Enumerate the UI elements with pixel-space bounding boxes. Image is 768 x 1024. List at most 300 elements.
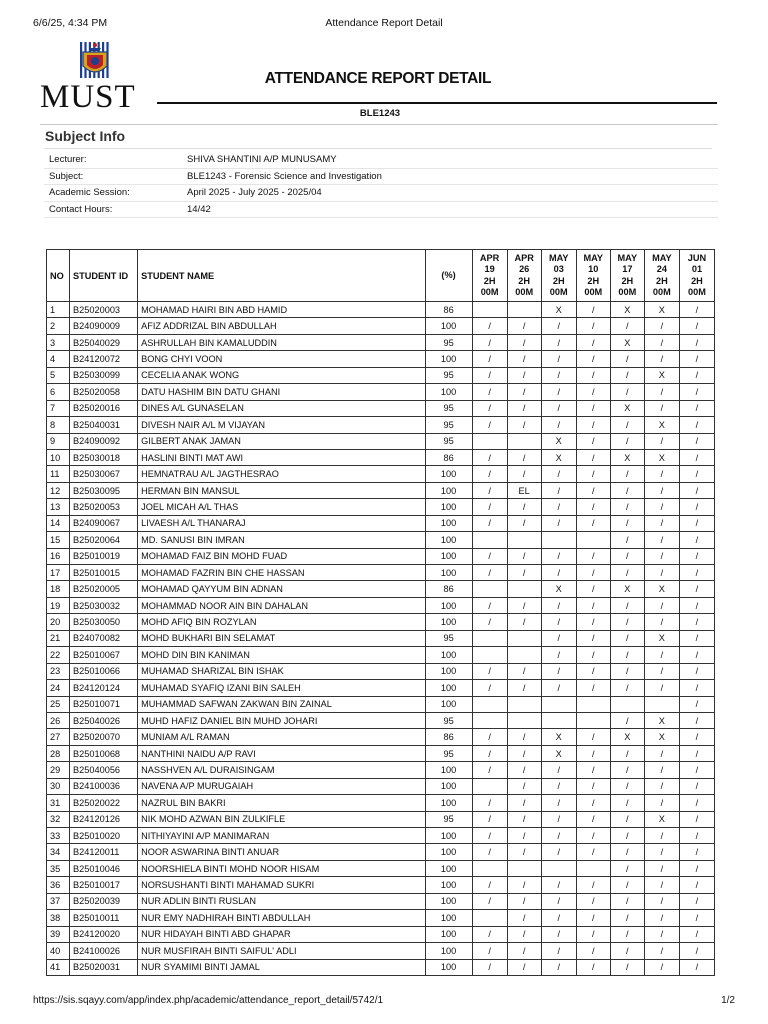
cell-attendance: /	[576, 334, 610, 350]
table-row	[47, 417, 715, 433]
cell-attendance	[507, 712, 541, 728]
cell-attendance: /	[610, 959, 644, 975]
cell-attendance: X	[644, 712, 679, 728]
session-month: MAY	[617, 252, 638, 263]
cell-attendance	[541, 860, 576, 876]
cell-attendance: /	[472, 466, 507, 482]
cell-percent: 100	[425, 860, 472, 876]
cell-attendance: /	[644, 860, 679, 876]
cell-attendance: /	[541, 959, 576, 975]
cell-attendance: /	[679, 910, 714, 926]
cell-attendance: /	[610, 597, 644, 613]
cell-student-name: NUR SYAMIMI BINTI JAMAL	[138, 959, 425, 975]
session-day: 26	[519, 264, 530, 274]
cell-no: 15	[47, 532, 70, 548]
table-row	[47, 482, 715, 498]
cell-attendance: /	[541, 482, 576, 498]
cell-attendance: /	[541, 417, 576, 433]
cell-attendance: /	[472, 844, 507, 860]
cell-attendance: /	[679, 515, 714, 531]
page-number: 1/2	[721, 995, 735, 1006]
cell-attendance: /	[679, 400, 714, 416]
cell-attendance: /	[472, 926, 507, 942]
cell-student-name: NUR MUSFIRAH BINTI SAIFUL' ADLI	[138, 943, 425, 959]
cell-student-id: B24090067	[70, 515, 138, 531]
cell-student-name: JOEL MICAH A/L THAS	[138, 499, 425, 515]
subject-code: BLE1243	[359, 108, 401, 119]
cell-attendance: X	[644, 367, 679, 383]
table-row	[47, 367, 715, 383]
table-row	[47, 630, 715, 646]
session-hours: 2H	[655, 275, 668, 286]
cell-attendance	[472, 712, 507, 728]
cell-attendance	[472, 630, 507, 646]
cell-student-id: B25010067	[70, 647, 138, 663]
cell-attendance: /	[507, 565, 541, 581]
cell-attendance: /	[541, 515, 576, 531]
cell-student-name: ASHRULLAH BIN KAMALUDDIN	[138, 334, 425, 350]
table-row	[47, 943, 715, 959]
cell-attendance	[507, 647, 541, 663]
cell-student-name: MUHAMAD SYAFIQ IZANI BIN SALEH	[138, 680, 425, 696]
cell-student-id: B25010017	[70, 877, 138, 893]
cell-attendance: /	[679, 712, 714, 728]
cell-student-id: B25020031	[70, 959, 138, 975]
table-row	[47, 548, 715, 564]
cell-attendance: /	[541, 762, 576, 778]
cell-attendance: /	[472, 614, 507, 630]
cell-attendance: /	[576, 745, 610, 761]
crest-icon	[77, 38, 113, 82]
cell-student-name: MOHAMAD HAIRI BIN ABD HAMID	[138, 302, 425, 318]
cell-percent: 100	[425, 844, 472, 860]
cell-student-name: MUHAMMAD SAFWAN ZAKWAN BIN ZAINAL	[138, 696, 425, 712]
cell-student-name: DINES A/L GUNASELAN	[138, 400, 425, 416]
cell-student-id: B24120126	[70, 811, 138, 827]
cell-percent: 95	[425, 811, 472, 827]
cell-attendance: /	[541, 318, 576, 334]
subject-info-row	[44, 152, 718, 168]
cell-percent: 100	[425, 351, 472, 367]
session-mins: 00M	[515, 287, 534, 297]
cell-attendance: /	[610, 745, 644, 761]
cell-attendance: /	[610, 515, 644, 531]
print-header	[33, 17, 735, 31]
cell-attendance: /	[610, 548, 644, 564]
cell-student-name: NAZRUL BIN BAKRI	[138, 795, 425, 811]
cell-attendance: /	[576, 959, 610, 975]
cell-no: 34	[47, 844, 70, 860]
info-label: Subject:	[44, 168, 182, 185]
cell-student-id: B25020016	[70, 400, 138, 416]
cell-no: 39	[47, 926, 70, 942]
cell-attendance: /	[507, 745, 541, 761]
cell-attendance	[507, 696, 541, 712]
table-row	[47, 318, 715, 334]
cell-attendance: /	[644, 910, 679, 926]
cell-attendance: /	[472, 877, 507, 893]
cell-attendance: /	[679, 581, 714, 597]
cell-attendance: /	[610, 318, 644, 334]
cell-student-id: B25030018	[70, 449, 138, 465]
subject-info-row	[44, 168, 718, 185]
cell-student-id: B24120124	[70, 680, 138, 696]
university-logo	[40, 38, 150, 116]
cell-attendance: /	[679, 663, 714, 679]
cell-attendance: /	[679, 351, 714, 367]
cell-attendance: X	[541, 302, 576, 318]
cell-attendance: /	[576, 367, 610, 383]
cell-student-id: B25040031	[70, 417, 138, 433]
cell-no: 10	[47, 449, 70, 465]
cell-attendance	[541, 532, 576, 548]
cell-attendance: /	[644, 351, 679, 367]
cell-attendance: /	[610, 943, 644, 959]
cell-attendance	[472, 860, 507, 876]
cell-attendance: /	[610, 860, 644, 876]
cell-attendance: /	[507, 515, 541, 531]
cell-attendance: /	[610, 762, 644, 778]
cell-no: 16	[47, 548, 70, 564]
cell-student-id: B24100036	[70, 778, 138, 794]
table-row	[47, 466, 715, 482]
cell-no: 28	[47, 745, 70, 761]
session-month: JUN	[687, 252, 707, 263]
cell-student-id: B24070082	[70, 630, 138, 646]
cell-attendance: /	[541, 630, 576, 646]
table-row	[47, 811, 715, 827]
cell-attendance: /	[644, 943, 679, 959]
cell-attendance: X	[541, 729, 576, 745]
cell-attendance: /	[576, 449, 610, 465]
table-row	[47, 680, 715, 696]
cell-attendance: /	[541, 548, 576, 564]
cell-attendance: /	[507, 762, 541, 778]
cell-attendance: /	[541, 844, 576, 860]
cell-attendance: /	[679, 302, 714, 318]
session-mins: 00M	[652, 287, 671, 297]
cell-student-name: MUNIAM A/L RAMAN	[138, 729, 425, 745]
cell-attendance: /	[576, 795, 610, 811]
cell-student-id: B25010019	[70, 548, 138, 564]
session-hours: 2H	[552, 275, 565, 286]
cell-student-id: B24090009	[70, 318, 138, 334]
cell-attendance: /	[472, 663, 507, 679]
cell-percent: 100	[425, 663, 472, 679]
cell-student-id: B25010068	[70, 745, 138, 761]
cell-student-id: B24120011	[70, 844, 138, 860]
cell-percent: 100	[425, 943, 472, 959]
cell-student-id: B25020005	[70, 581, 138, 597]
cell-attendance: /	[644, 828, 679, 844]
cell-student-name: NIK MOHD AZWAN BIN ZULKIFLE	[138, 811, 425, 827]
cell-attendance: X	[644, 417, 679, 433]
cell-attendance: /	[472, 384, 507, 400]
table-row	[47, 351, 715, 367]
cell-attendance: /	[644, 762, 679, 778]
cell-attendance: /	[541, 400, 576, 416]
cell-student-id: B25040056	[70, 762, 138, 778]
table-row	[47, 778, 715, 794]
cell-student-id: B25030067	[70, 466, 138, 482]
cell-attendance: /	[507, 943, 541, 959]
info-label: Lecturer:	[44, 152, 182, 168]
cell-percent: 86	[425, 449, 472, 465]
cell-attendance: /	[679, 565, 714, 581]
table-row	[47, 893, 715, 909]
cell-no: 22	[47, 647, 70, 663]
table-row	[47, 647, 715, 663]
cell-student-name: NUR EMY NADHIRAH BINTI ABDULLAH	[138, 910, 425, 926]
cell-attendance: /	[507, 663, 541, 679]
cell-percent: 100	[425, 795, 472, 811]
cell-student-id: B24090092	[70, 433, 138, 449]
info-value: BLE1243 - Forensic Science and Investigation	[182, 168, 718, 185]
cell-attendance: /	[644, 565, 679, 581]
session-day: 17	[622, 264, 633, 274]
cell-student-name: BONG CHYI VOON	[138, 351, 425, 367]
cell-attendance	[472, 778, 507, 794]
cell-attendance	[472, 433, 507, 449]
cell-attendance: /	[644, 877, 679, 893]
cell-attendance: /	[472, 762, 507, 778]
cell-attendance: /	[576, 482, 610, 498]
cell-attendance: /	[576, 302, 610, 318]
cell-student-name: MOHD AFIQ BIN ROZYLAN	[138, 614, 425, 630]
cell-attendance: /	[541, 910, 576, 926]
cell-attendance: /	[576, 828, 610, 844]
cell-attendance: X	[541, 581, 576, 597]
cell-attendance: /	[610, 433, 644, 449]
cell-attendance: /	[610, 778, 644, 794]
table-row	[47, 712, 715, 728]
cell-student-id: B25020053	[70, 499, 138, 515]
cell-attendance: /	[679, 449, 714, 465]
cell-student-id: B25040026	[70, 712, 138, 728]
cell-percent: 100	[425, 614, 472, 630]
cell-attendance: /	[472, 828, 507, 844]
cell-attendance: /	[679, 811, 714, 827]
cell-no: 40	[47, 943, 70, 959]
cell-attendance: /	[679, 680, 714, 696]
cell-no: 24	[47, 680, 70, 696]
cell-attendance: /	[507, 318, 541, 334]
cell-student-name: LIVAESH A/L THANARAJ	[138, 515, 425, 531]
cell-attendance: /	[472, 449, 507, 465]
cell-no: 2	[47, 318, 70, 334]
cell-attendance: /	[610, 910, 644, 926]
cell-attendance: /	[644, 926, 679, 942]
cell-attendance: /	[507, 795, 541, 811]
cell-attendance: /	[541, 828, 576, 844]
cell-attendance: EL	[507, 482, 541, 498]
session-month: APR	[514, 252, 534, 263]
cell-student-name: MOHAMAD FAIZ BIN MOHD FUAD	[138, 548, 425, 564]
cell-attendance: /	[644, 795, 679, 811]
cell-attendance: /	[644, 334, 679, 350]
cell-no: 36	[47, 877, 70, 893]
cell-percent: 100	[425, 466, 472, 482]
table-row	[47, 663, 715, 679]
header-session	[679, 250, 714, 302]
cell-attendance: /	[679, 548, 714, 564]
cell-attendance: /	[472, 417, 507, 433]
cell-student-id: B25020070	[70, 729, 138, 745]
cell-attendance: /	[679, 614, 714, 630]
cell-attendance: /	[610, 532, 644, 548]
table-row	[47, 762, 715, 778]
cell-attendance: /	[507, 828, 541, 844]
header-session	[541, 250, 576, 302]
cell-no: 26	[47, 712, 70, 728]
cell-attendance: X	[644, 302, 679, 318]
cell-attendance: /	[472, 959, 507, 975]
cell-percent: 86	[425, 581, 472, 597]
cell-attendance: /	[576, 877, 610, 893]
cell-attendance: /	[472, 499, 507, 515]
section-divider	[40, 124, 718, 125]
cell-attendance: /	[541, 811, 576, 827]
cell-attendance: /	[576, 433, 610, 449]
table-row	[47, 877, 715, 893]
cell-attendance: /	[679, 384, 714, 400]
cell-attendance: /	[541, 367, 576, 383]
table-row	[47, 565, 715, 581]
cell-attendance: /	[610, 417, 644, 433]
cell-attendance: /	[507, 614, 541, 630]
table-row	[47, 433, 715, 449]
cell-student-name: HERMAN BIN MANSUL	[138, 482, 425, 498]
cell-attendance: /	[610, 614, 644, 630]
cell-attendance	[507, 302, 541, 318]
cell-attendance: /	[507, 597, 541, 613]
cell-no: 4	[47, 351, 70, 367]
table-row	[47, 597, 715, 613]
cell-no: 38	[47, 910, 70, 926]
cell-no: 13	[47, 499, 70, 515]
table-row	[47, 729, 715, 745]
cell-student-id: B25030032	[70, 597, 138, 613]
cell-attendance: /	[576, 466, 610, 482]
cell-student-name: NAVENA A/P MURUGAIAH	[138, 778, 425, 794]
cell-student-name: NOOR ASWARINA BINTI ANUAR	[138, 844, 425, 860]
cell-percent: 95	[425, 433, 472, 449]
cell-attendance	[472, 647, 507, 663]
cell-student-name: NANTHINI NAIDU A/P RAVI	[138, 745, 425, 761]
cell-student-id: B25030050	[70, 614, 138, 630]
cell-attendance: /	[541, 893, 576, 909]
cell-percent: 100	[425, 647, 472, 663]
subject-info-row	[44, 201, 718, 218]
cell-attendance: /	[576, 417, 610, 433]
cell-attendance: /	[644, 384, 679, 400]
cell-attendance: /	[610, 630, 644, 646]
cell-attendance: /	[472, 367, 507, 383]
cell-no: 17	[47, 565, 70, 581]
cell-attendance: /	[472, 943, 507, 959]
cell-attendance: /	[679, 795, 714, 811]
cell-attendance: /	[541, 565, 576, 581]
subject-info-row	[44, 185, 718, 202]
cell-attendance: /	[610, 811, 644, 827]
cell-attendance: /	[472, 318, 507, 334]
cell-attendance: /	[472, 745, 507, 761]
cell-attendance: /	[644, 680, 679, 696]
session-month: MAY	[583, 252, 604, 263]
cell-attendance: /	[472, 515, 507, 531]
cell-attendance: /	[541, 597, 576, 613]
cell-attendance: /	[644, 959, 679, 975]
cell-attendance: /	[507, 959, 541, 975]
cell-student-id: B24120020	[70, 926, 138, 942]
cell-attendance: /	[472, 400, 507, 416]
cell-attendance: /	[610, 893, 644, 909]
cell-attendance: /	[576, 943, 610, 959]
cell-attendance: X	[644, 630, 679, 646]
table-row	[47, 499, 715, 515]
cell-attendance: /	[541, 466, 576, 482]
cell-attendance	[576, 712, 610, 728]
header-session	[472, 250, 507, 302]
cell-percent: 100	[425, 548, 472, 564]
header-no: NO	[47, 250, 70, 302]
table-row	[47, 302, 715, 318]
cell-attendance: X	[610, 334, 644, 350]
cell-attendance: /	[610, 680, 644, 696]
cell-percent: 95	[425, 630, 472, 646]
cell-attendance: X	[644, 811, 679, 827]
cell-attendance: /	[644, 433, 679, 449]
cell-attendance: /	[644, 844, 679, 860]
cell-attendance: /	[679, 778, 714, 794]
header-percent: (%)	[425, 250, 472, 302]
session-day: 03	[553, 264, 564, 274]
cell-attendance: /	[576, 910, 610, 926]
cell-attendance: /	[610, 351, 644, 367]
cell-attendance: /	[644, 548, 679, 564]
cell-student-name: MOHAMMAD NOOR AIN BIN DAHALAN	[138, 597, 425, 613]
header-session	[507, 250, 541, 302]
cell-attendance	[576, 696, 610, 712]
cell-student-name: NORSUSHANTI BINTI MAHAMAD SUKRI	[138, 877, 425, 893]
cell-percent: 86	[425, 729, 472, 745]
cell-attendance: /	[679, 433, 714, 449]
subject-info-heading: Subject Info	[45, 128, 126, 144]
cell-attendance: /	[644, 778, 679, 794]
cell-student-name: AFIZ ADDRIZAL BIN ABDULLAH	[138, 318, 425, 334]
cell-attendance: /	[507, 367, 541, 383]
cell-student-name: HEMNATRAU A/L JAGTHESRAO	[138, 466, 425, 482]
cell-attendance: /	[507, 877, 541, 893]
cell-attendance: /	[679, 959, 714, 975]
session-mins: 00M	[480, 287, 499, 297]
cell-attendance: /	[644, 663, 679, 679]
cell-student-name: MOHAMAD FAZRIN BIN CHE HASSAN	[138, 565, 425, 581]
cell-attendance: X	[541, 433, 576, 449]
cell-student-name: NASSHVEN A/L DURAISINGAM	[138, 762, 425, 778]
cell-attendance: /	[576, 663, 610, 679]
cell-attendance	[507, 581, 541, 597]
cell-student-id: B25010011	[70, 910, 138, 926]
info-label: Contact Hours:	[44, 201, 182, 218]
cell-no: 27	[47, 729, 70, 745]
cell-attendance: /	[576, 581, 610, 597]
cell-attendance: /	[644, 499, 679, 515]
cell-attendance: /	[472, 548, 507, 564]
cell-no: 35	[47, 860, 70, 876]
cell-attendance: X	[644, 729, 679, 745]
subject-info-table	[44, 152, 718, 218]
